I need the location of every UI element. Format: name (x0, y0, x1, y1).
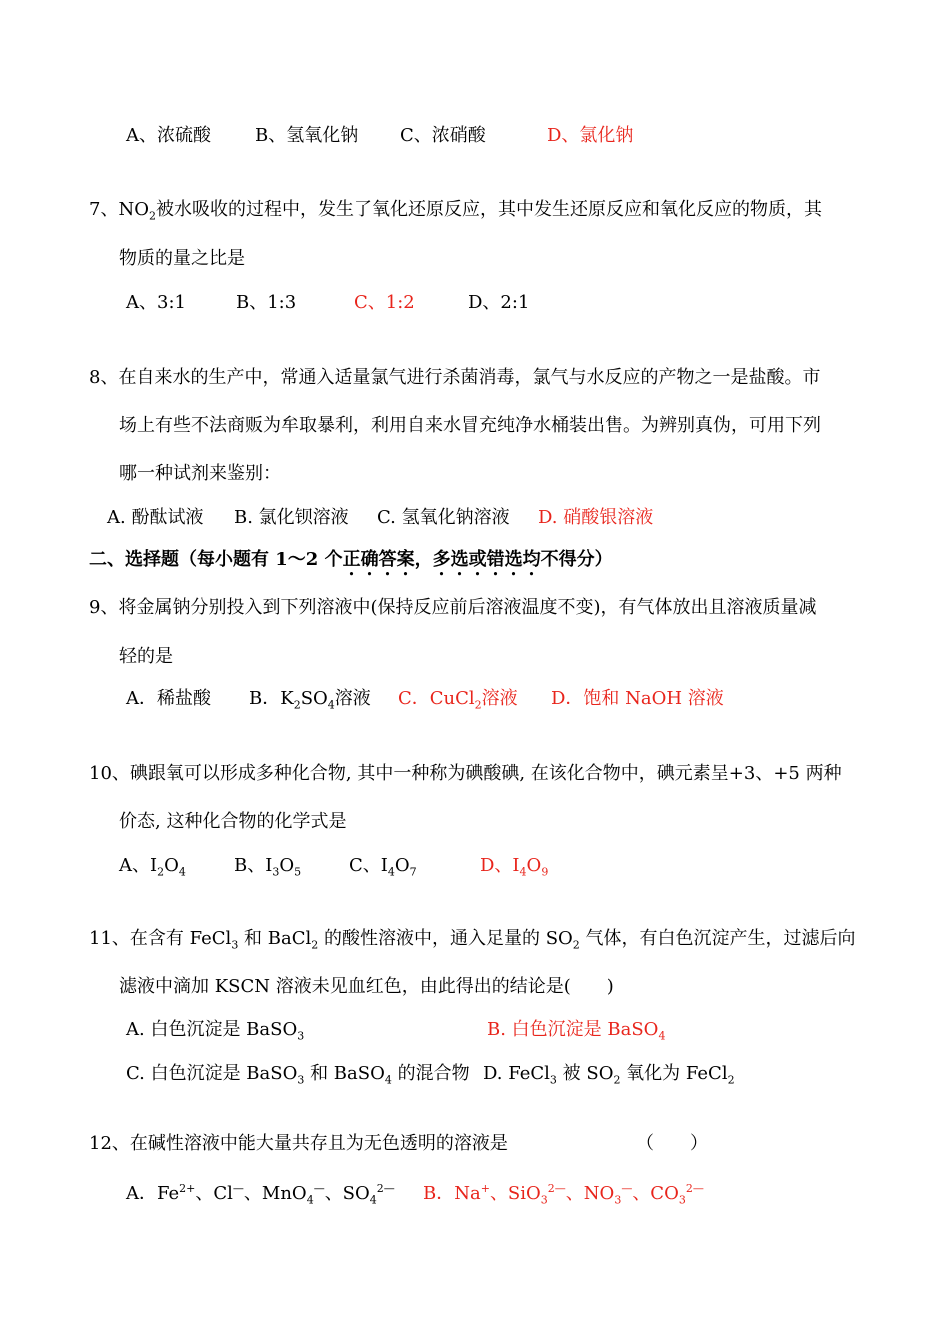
q11-option-d: D. FeCl$_3$ 被 $SO_2$ 氧化为 FeCl$_2$ (483, 1063, 735, 1087)
q10-option-c: C、$I_4O_7$ (349, 855, 417, 879)
q10-option-d-answer: D、$I_4O_9$ (480, 855, 549, 879)
q8-option-b: B. 氯化钡溶液 (234, 507, 349, 528)
q11-option-b-answer: B. 白色沉淀是 BaSO$_4$ (487, 1019, 666, 1043)
q9-stem-line1: 9、将金属钠分别投入到下列溶液中(保持反应前后溶液温度不变)，有气体放出且溶液质量减 (89, 597, 817, 618)
q11-stem-line1: 11、在含有 FeCl$_3$ 和 BaCl$_2$ 的酸性溶液中，通入足量的 $SO_2$ 气体，有白色沉淀产生，过滤后向 (89, 928, 856, 952)
q10-option-a: A、$I_2O_4$ (119, 855, 186, 879)
q10-stem-line2: 价态, 这种化合物的化学式是 (119, 811, 347, 832)
q10-stem-line1: 10、碘跟氧可以形成多种化合物, 其中一种称为碘酸碘, 在该化合物中，碘元素呈+3、+5 两种 (89, 763, 842, 784)
q7-stem-line1: 7、$NO_2$被水吸收的过程中，发生了氧化还原反应，其中发生还原反应和氧化反应的物质，其 (89, 199, 822, 223)
q6-option-a: A、浓硫酸 (126, 125, 211, 146)
q9-option-c-answer: C．CuCl$_2$溶液 (398, 688, 518, 712)
q6-option-c: C、浓硝酸 (400, 125, 486, 146)
q8-stem-line2: 场上有些不法商贩为牟取暴利，利用自来水冒充纯净水桶装出售。为辨别真伪，可用下列 (119, 415, 821, 436)
q11-option-a: A. 白色沉淀是 BaSO$_3$ (126, 1019, 305, 1043)
q9-option-a: A．稀盐酸 (126, 688, 211, 709)
q11-stem-line2: 滤液中滴加 KSCN 溶液未见血红色，由此得出的结论是( ) (119, 976, 614, 997)
q8-option-a: A. 酚酞试液 (107, 507, 204, 528)
q6-option-b: B、氢氧化钠 (255, 125, 359, 146)
q7-option-c-answer: C、1:2 (354, 292, 415, 313)
section-heading: 二、选择题（每小题有 1～2 个正确答案，多选或错选均不得分） (89, 549, 613, 570)
q7-option-b: B、1:3 (236, 292, 297, 313)
q8-option-c: C. 氢氧化钠溶液 (377, 507, 510, 528)
q12-answer-paren: （ ） (636, 1133, 708, 1154)
q10-option-b: B、$I_3O_5$ (234, 855, 302, 879)
q11-option-c: C. 白色沉淀是 BaSO$_3$ 和 BaSO$_4$ 的混合物 (126, 1063, 470, 1087)
q7-option-d: D、2:1 (468, 292, 530, 313)
q12-stem-line1: 12、在碱性溶液中能大量共存且为无色透明的溶液是 (89, 1133, 508, 1154)
q9-stem-line2: 轻的是 (119, 646, 173, 667)
q8-stem-line3: 哪一种试剂来鉴别： (119, 463, 281, 484)
q8-option-d-answer: D. 硝酸银溶液 (538, 507, 654, 528)
q12-option-a: A．$Fe^{2+}$、Cl—、MnO$_4$—、$SO_4^{2—}$ (126, 1182, 395, 1207)
dotted-emphasis: 正确答案，多选或错选均 (342, 549, 541, 570)
q9-option-d-answer: D．饱和 NaOH 溶液 (551, 688, 724, 709)
q7-stem-line2: 物质的量之比是 (119, 248, 245, 269)
q8-stem-line1: 8、在自来水的生产中，常通入适量氯气进行杀菌消毒，氯气与水反应的产物之一是盐酸。市 (89, 367, 821, 388)
q9-option-b: B．$K_2SO_4$溶液 (249, 688, 371, 712)
q7-option-a: A、3:1 (126, 292, 186, 313)
q6-option-d-answer: D、氯化钠 (547, 125, 634, 146)
q12-option-b-answer: B．Na+、SiO$_3^{2—}$、$NO_3^—$、$CO_3^{2—}$ (423, 1182, 704, 1207)
